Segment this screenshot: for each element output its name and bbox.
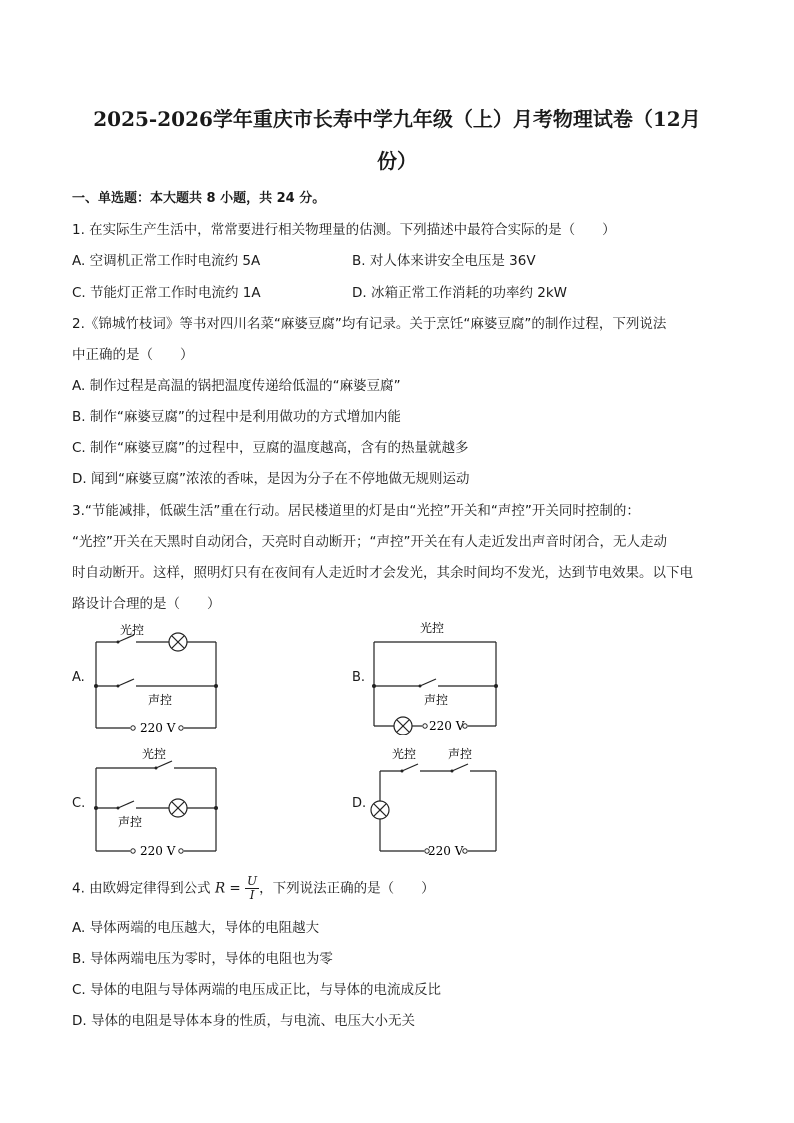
option-a-label: A. [72,670,85,685]
q4-stem-text: 4. 由欧姆定律得到公式 [72,880,211,897]
q3-stem: 3.“节能减排，低碳生活”重在行动。居民楼道里的灯是由“光控”开关和“声控”开关同时控制的： [72,503,640,519]
q2-option-c: C. 制作“麻婆豆腐”的过程中，豆腐的温度越高，含有的热量就越多 [72,440,469,456]
option-b-label: B. [352,670,366,685]
voltage-label: 220 V [429,719,465,733]
lamp-icon [169,633,187,651]
light-switch-label: 光控 [420,621,445,635]
q1-option-a: A. 空调机正常工作时电流约 5A [72,253,261,269]
option-d-label: D. [352,796,367,811]
q1-option-d: D. 冰箱正常工作消耗的功率约 2kW [352,285,568,301]
circuit-diagram-a [90,620,225,735]
formula-fraction [245,875,259,902]
q1-option-c: C. 节能灯正常工作时电流约 1A [72,285,261,301]
lamp-icon [371,801,389,819]
section-heading: 一、单选题：本大题共 8 小题，共 24 分。 [72,191,326,206]
q3-stem-cont: 时自动断开。这样，照明灯只有在夜间有人走近时才会发光，其余时间均不发光，达到节电效果。以下电 [72,565,693,581]
lamp-icon [394,717,412,735]
voltage-label: 220 V [428,844,464,858]
q4-option-a: A. 导体两端的电压越大，导体的电阻越大 [72,920,320,936]
formula-numerator: U [247,874,258,888]
light-switch-label: 光控 [120,623,145,637]
formula-lhs: R = [214,880,241,897]
q2-option-d: D. 闻到“麻婆豆腐”浓浓的香味，是因为分子在不停地做无规则运动 [72,471,470,487]
sound-switch-label: 声控 [424,693,449,707]
page-title: 2025-2026学年重庆市长寿中学九年级（上）月考物理试卷（12月 [93,107,701,131]
lamp-icon [169,799,187,817]
sound-switch-label: 声控 [148,693,173,707]
q2-stem: 2.《锦城竹枝词》等书对四川名菜“麻婆豆腐”均有记录。关于烹饪“麻婆豆腐”的制作过程，下列说法 [72,316,667,332]
sound-switch-label: 声控 [448,747,473,761]
q4-stem [72,875,435,902]
formula-denominator: I [249,888,255,902]
page-title-cont: 份） [377,149,417,173]
circuit-diagram-b [370,618,505,735]
q4-option-c: C. 导体的电阻与导体两端的电压成正比，与导体的电流成反比 [72,982,442,998]
q2-option-b: B. 制作“麻婆豆腐”的过程中是利用做功的方式增加内能 [72,409,401,425]
voltage-label: 220 V [140,721,176,735]
circuit-diagram-d [370,744,505,860]
sound-switch-label: 声控 [118,815,143,829]
q4-stem-text: ，下列说法正确的是（ ） [259,880,435,897]
q4-option-b: B. 导体两端电压为零时，导体的电阻也为零 [72,951,333,967]
q2-stem-cont: 中正确的是（ ） [72,347,194,363]
q1-stem: 1. 在实际生产生活中，常常要进行相关物理量的估测。下列描述中最符合实际的是（ ） [72,222,616,238]
q2-option-a: A. 制作过程是高温的锅把温度传递给低温的“麻婆豆腐” [72,378,401,394]
q4-option-d: D. 导体的电阻是导体本身的性质，与电流、电压大小无关 [72,1013,415,1029]
light-switch-label: 光控 [142,747,167,761]
q1-option-b: B. 对人体来讲安全电压是 36V [352,253,536,269]
voltage-label: 220 V [140,844,176,858]
q3-stem-cont: 路设计合理的是（ ） [72,596,221,612]
circuit-diagram-c [90,744,225,860]
q3-stem-cont: “光控”开关在天黑时自动闭合，天亮时自动断开；“声控”开关在有人走近发出声音时闭合，无人走动 [72,534,667,550]
option-c-label: C. [72,796,86,811]
light-switch-label: 光控 [392,747,417,761]
